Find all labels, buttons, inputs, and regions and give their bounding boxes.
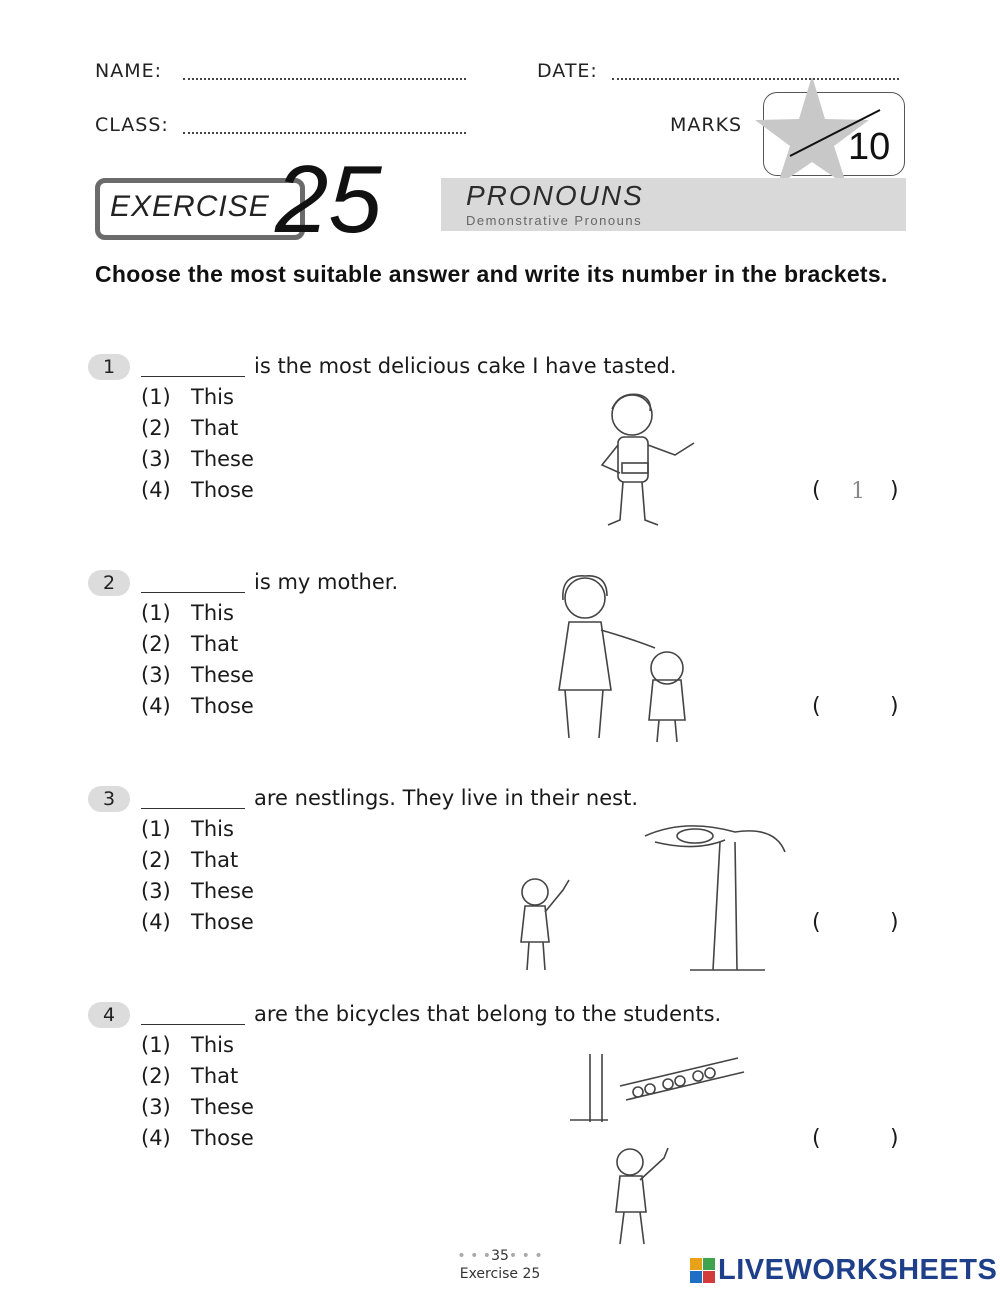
bracket-close: ) (890, 1126, 899, 1151)
marks-label: MARKS (670, 114, 743, 136)
instructions: Choose the most suitable answer and write its number in the brackets. (95, 261, 888, 287)
question-number: 3 (88, 786, 130, 812)
question-text: is the most delicious cake I have tasted. (254, 354, 677, 378)
option: (3) These (141, 879, 254, 903)
question-text: are nestlings. They live in their nest. (254, 786, 638, 810)
question-text: are the bicycles that belong to the students. (254, 1002, 722, 1026)
exercise-number: 25 (275, 146, 382, 253)
date-label: DATE: (537, 60, 598, 82)
question-blank (141, 1024, 245, 1025)
class-field[interactable] (183, 132, 466, 134)
question-blank (141, 592, 245, 593)
option: (1) This (141, 817, 234, 841)
option: (2) That (141, 416, 239, 440)
option: (2) That (141, 632, 239, 656)
bracket-open: ( (812, 1126, 821, 1151)
topic-subtitle: Demonstrative Pronouns (466, 213, 643, 228)
option: (3) These (141, 447, 254, 471)
bracket-close: ) (890, 478, 899, 503)
class-label: CLASS: (95, 114, 169, 136)
answer-field[interactable]: 1 (851, 479, 865, 504)
girl-pointing-at-bicycles-illustration (568, 1052, 748, 1252)
brand-name: LIVEWORKSHEETS (718, 1254, 998, 1286)
name-field[interactable] (183, 78, 466, 80)
question-blank (141, 808, 245, 809)
option: (1) This (141, 1033, 234, 1057)
option: (3) These (141, 1095, 254, 1119)
question-number: 4 (88, 1002, 130, 1028)
option: (4) Those (141, 694, 254, 718)
option: (4) Those (141, 1126, 254, 1150)
topic-title: PRONOUNS (466, 180, 644, 211)
bracket-open: ( (812, 910, 821, 935)
page-number: • • •35• • • (457, 1248, 543, 1264)
option: (4) Those (141, 910, 254, 934)
mother-and-girl-illustration (555, 570, 720, 745)
bracket-close: ) (890, 694, 899, 719)
option: (1) This (141, 385, 234, 409)
option: (1) This (141, 601, 234, 625)
question-text: is my mother. (254, 570, 399, 594)
option: (4) Those (141, 478, 254, 502)
liveworksheets-logo-icon (690, 1258, 716, 1284)
bracket-close: ) (890, 910, 899, 935)
option: (3) These (141, 663, 254, 687)
option: (2) That (141, 848, 239, 872)
question-blank (141, 376, 245, 377)
marks-total: 10 (848, 126, 891, 168)
question-number: 2 (88, 570, 130, 596)
bracket-open: ( (812, 478, 821, 503)
question-number: 1 (88, 354, 130, 380)
boy-pointing-at-nest-in-tree-illustration (505, 822, 790, 977)
option: (2) That (141, 1064, 239, 1088)
exercise-label: EXERCISE (110, 190, 270, 223)
boy-holding-cake-illustration (590, 385, 710, 535)
name-label: NAME: (95, 60, 163, 82)
exercise-reference: Exercise 25 (459, 1266, 541, 1282)
bracket-open: ( (812, 694, 821, 719)
